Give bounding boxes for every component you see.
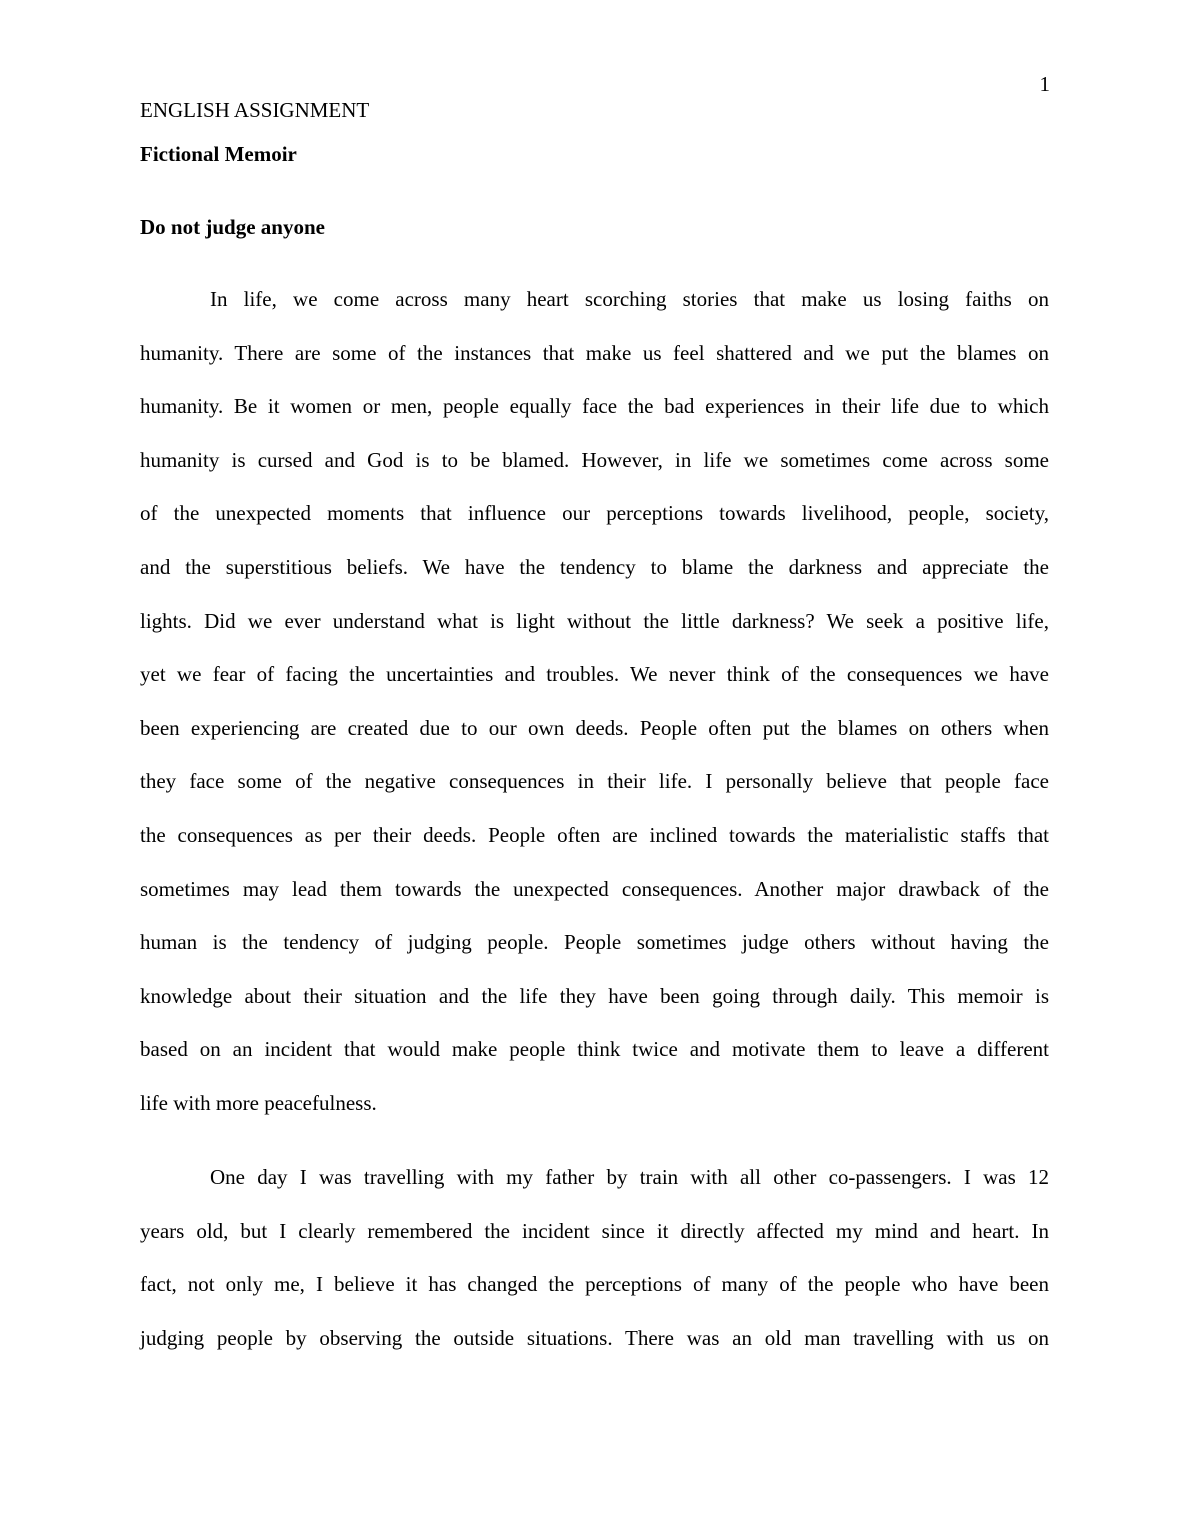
paragraph-line: humanity is cursed and God is to be blamed. However, in life we sometimes come across some bbox=[140, 447, 1049, 472]
paragraph-line: humanity. There are some of the instances that make us feel shattered and we put the blames on bbox=[140, 340, 1049, 365]
paragraph-line: humanity. Be it women or men, people equally face the bad experiences in their life due to which bbox=[140, 394, 1049, 419]
paragraph-line: been experiencing are created due to our own deeds. People often put the blames on others when bbox=[140, 715, 1049, 740]
paragraph-line: they face some of the negative consequences in their life. I personally believe that people face bbox=[140, 769, 1049, 794]
paragraph-line: yet we fear of facing the uncertainties and troubles. We never think of the consequences we have bbox=[140, 662, 1049, 687]
paragraph-line: the consequences as per their deeds. People often are inclined towards the materialistic staffs that bbox=[140, 822, 1049, 847]
paragraph-line: One day I was travelling with my father by train with all other co-passengers. I was 12 bbox=[210, 1165, 1049, 1189]
paragraph-line: of the unexpected moments that influence our perceptions towards livelihood, people, society, bbox=[140, 501, 1049, 526]
paragraph-line: years old, but I clearly remembered the incident since it directly affected my mind and heart. In bbox=[140, 1218, 1049, 1243]
paragraph-line: knowledge about their situation and the life they have been going through daily. This memoir is bbox=[140, 983, 1049, 1008]
paragraph-line: based on an incident that would make people think twice and motivate them to leave a different bbox=[140, 1037, 1049, 1062]
section-heading: Do not judge anyone bbox=[140, 215, 325, 239]
paragraph-line: fact, not only me, I believe it has changed the perceptions of many of the people who have been bbox=[140, 1272, 1049, 1297]
paragraph-line: and the superstitious beliefs. We have the tendency to blame the darkness and appreciate the bbox=[140, 554, 1049, 579]
paragraph bbox=[140, 1151, 1049, 1365]
paragraph-line: sometimes may lead them towards the unexpected consequences. Another major drawback of the bbox=[140, 876, 1049, 901]
paragraph-line: judging people by observing the outside situations. There was an old man travelling with us on bbox=[140, 1325, 1049, 1350]
page-number: 1 bbox=[1039, 72, 1050, 96]
paragraph bbox=[140, 273, 1049, 1131]
paragraph-line: life with more peacefulness. bbox=[140, 1090, 377, 1115]
document-subtitle: Fictional Memoir bbox=[140, 142, 297, 166]
paragraph-line: lights. Did we ever understand what is light without the little darkness? We seek a positive life, bbox=[140, 608, 1049, 633]
paragraph-line: human is the tendency of judging people. People sometimes judge others without having the bbox=[140, 930, 1049, 955]
document-header: ENGLISH ASSIGNMENT bbox=[140, 98, 370, 122]
paragraph-line: In life, we come across many heart scorching stories that make us losing faiths on bbox=[210, 287, 1049, 311]
